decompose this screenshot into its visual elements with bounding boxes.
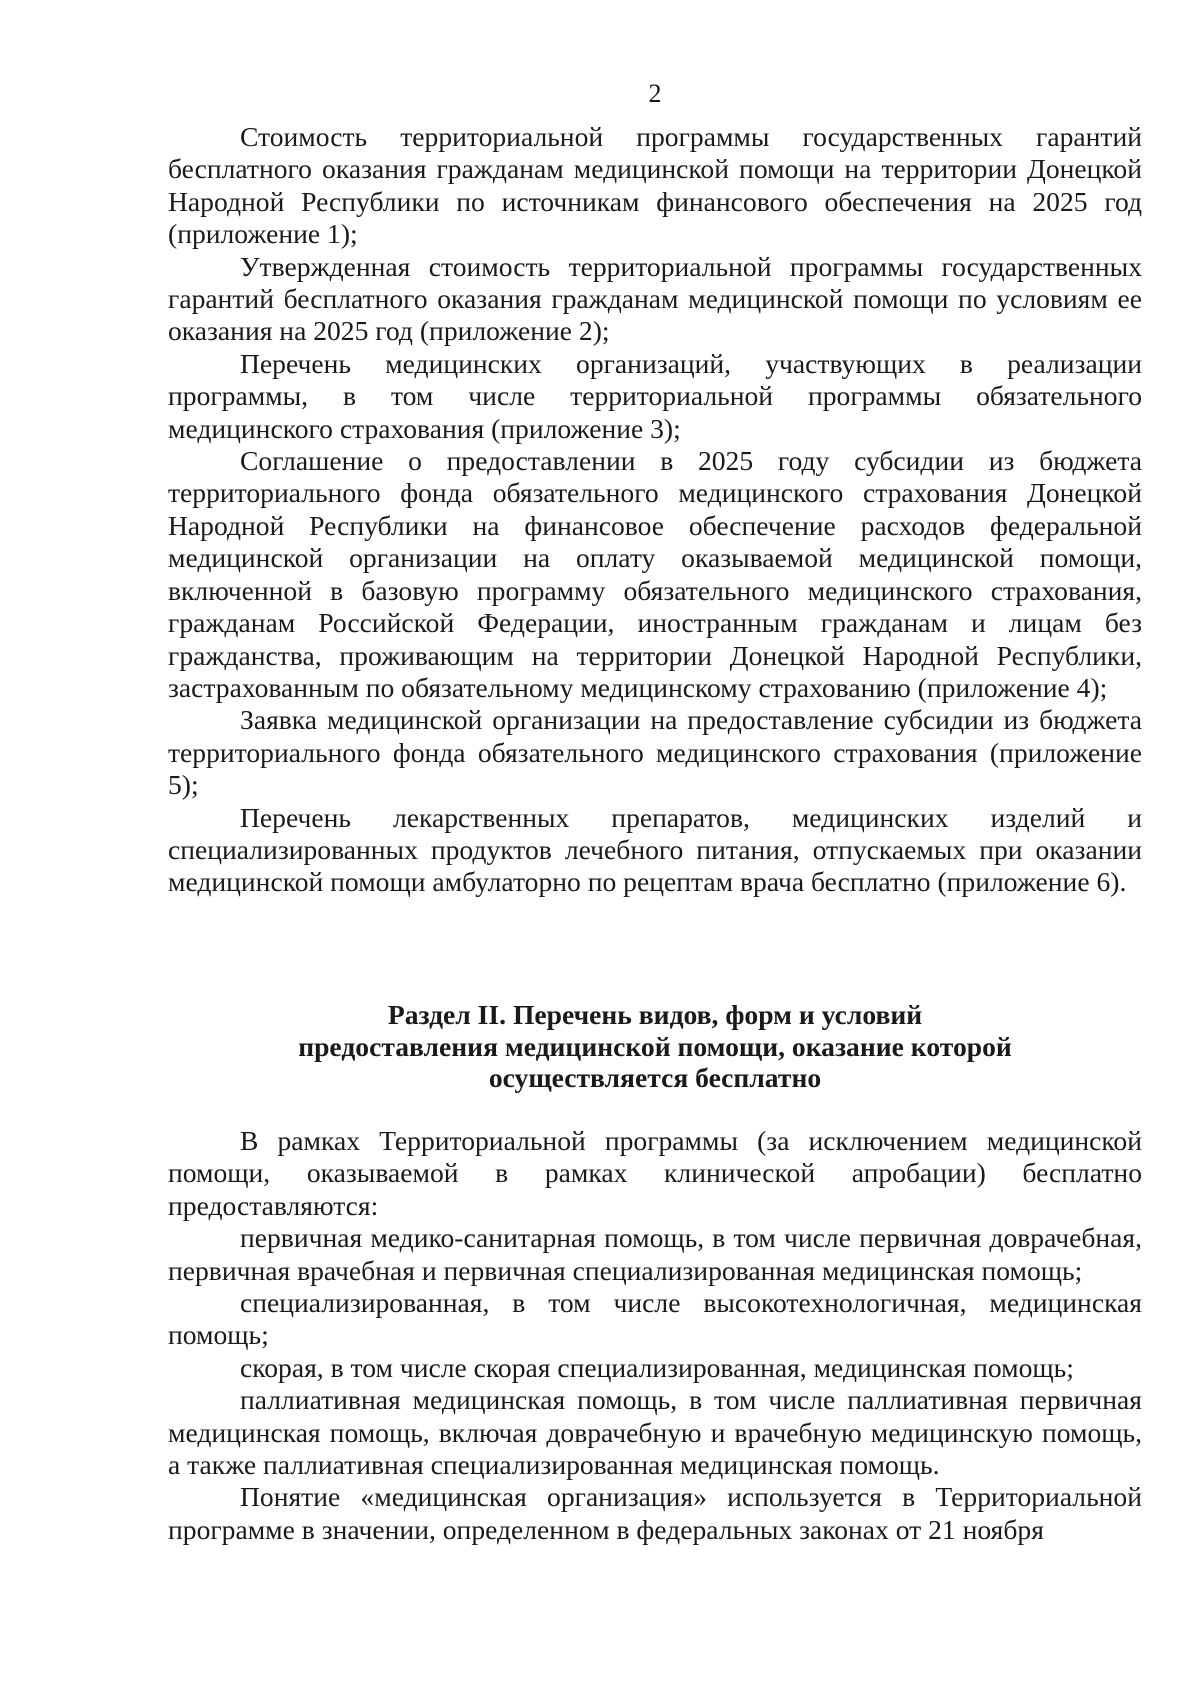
section-paragraph-6: Понятие «медицинская организация» используется в Территориальной программе в значении, определенном в федеральных законах от 21 ноября bbox=[168, 1481, 1142, 1545]
section-paragraph-1: В рамках Территориальной программы (за исключением медицинской помощи, оказываемой в рамках клинической апробации) бесплатно предоставляются: bbox=[168, 1125, 1142, 1221]
appendix-item-1: Стоимость территориальной программы государственных гарантий бесплатного оказания гражданам медицинской помощи на территории Донецкой Народной Республики по источникам финансового обеспечения на 2025 год (приложение 1); bbox=[168, 121, 1142, 250]
section-heading-line-2: предоставления медицинской помощи, оказание которой bbox=[298, 1030, 1012, 1062]
appendix-item-4: Соглашение о предоставлении в 2025 году субсидии из бюджета территориального фонда обязательного медицинского страхования Донецкой Народной Республики на финансовое обеспечение расходов федеральной медицинской организации на оплату оказываемой медицинской помощи, включенной в базовую программу обязательного медицинского страхования, гражданам Российской Федерации, иностранным гражданам и лицам без гражданства, проживающим на территории Донецкой Народной Республики, застрахованным по обязательному медицинскому страхованию (приложение 4); bbox=[168, 445, 1142, 703]
section-heading-line-1: Раздел II. Перечень видов, форм и условий bbox=[387, 999, 923, 1030]
section-heading bbox=[168, 999, 1142, 1094]
section-paragraph-5: паллиативная медицинская помощь, в том числе паллиативная первичная медицинская помощь, включая доврачебную и врачебную медицинскую помощь, а также паллиативная специализированная медицинская помощь. bbox=[168, 1384, 1142, 1481]
section-body bbox=[168, 1125, 1142, 1546]
appendix-item-3: Перечень медицинских организаций, участвующих в реализации программы, в том числе территориальной программы обязательного медицинского страхования (приложение 3); bbox=[168, 347, 1142, 444]
section-heading-line-3: осуществляется бесплатно bbox=[488, 1062, 822, 1093]
appendix-item-6: Перечень лекарственных препаратов, медицинских изделий и специализированных продуктов лечебного питания, отпускаемых при оказании медицинской помощи амбулаторно по рецептам врача бесплатно (приложение 6). bbox=[168, 801, 1142, 898]
appendix-list bbox=[168, 121, 1142, 899]
page-number: 2 bbox=[648, 79, 662, 108]
section-paragraph-4: скорая, в том числе скорая специализированная, медицинская помощь; bbox=[240, 1351, 1074, 1383]
appendix-item-5: Заявка медицинской организации на предоставление субсидии из бюджета территориального фонда обязательного медицинского страхования (приложение 5); bbox=[168, 704, 1142, 801]
appendix-item-2: Утвержденная стоимость территориальной программы государственных гарантий бесплатного оказания гражданам медицинской помощи по условиям ее оказания на 2025 год (приложение 2); bbox=[168, 250, 1142, 347]
section-paragraph-3: специализированная, в том числе высокотехнологичная, медицинская помощь; bbox=[168, 1287, 1142, 1351]
section-paragraph-2: первичная медико-санитарная помощь, в том числе первичная доврачебная, первичная врачебная и первичная специализированная медицинская помощь; bbox=[168, 1222, 1142, 1286]
